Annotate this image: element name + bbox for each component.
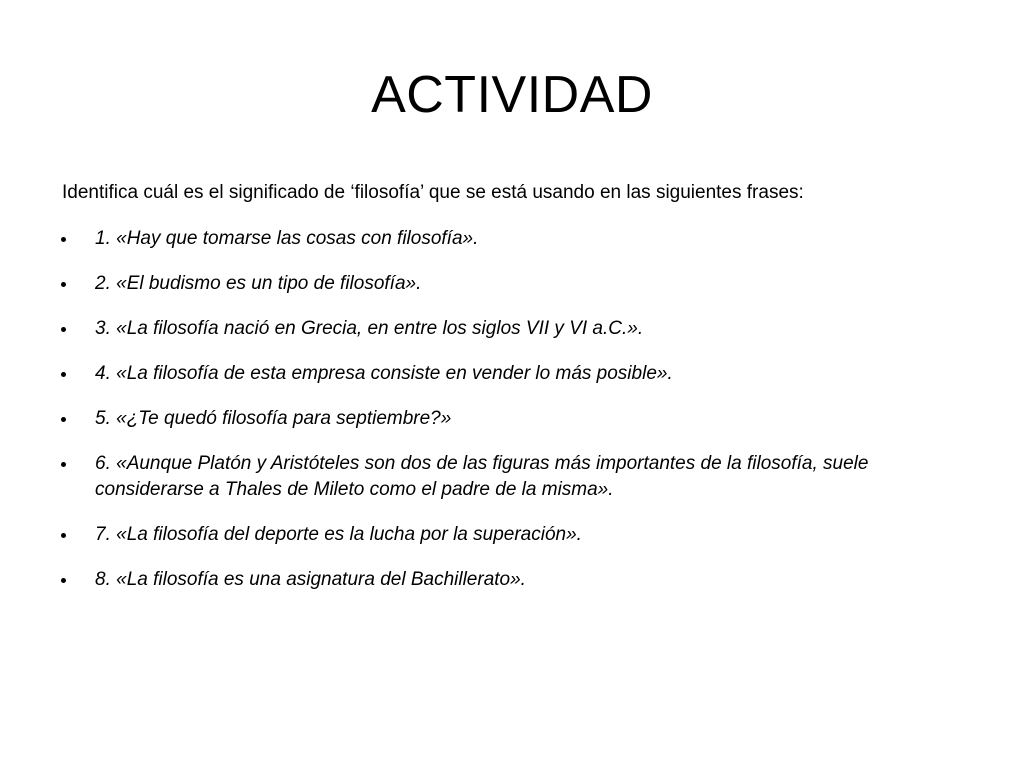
list-item (0, 271, 1024, 297)
bullet-icon (61, 327, 66, 332)
list-item-text: 7. «La filosofía del deporte es la lucha por la superación». (95, 524, 582, 545)
phrase-list (0, 226, 1024, 612)
list-item (0, 451, 1024, 503)
list-item-text: 8. «La filosofía es una asignatura del Bachillerato». (95, 569, 526, 590)
bullet-icon (61, 462, 66, 467)
list-item (0, 406, 1024, 432)
list-item-text: 1. «Hay que tomarse las cosas con filosofía». (95, 228, 479, 249)
bullet-icon (61, 237, 66, 242)
bullet-icon (61, 417, 66, 422)
list-item (0, 316, 1024, 342)
bullet-icon (61, 282, 66, 287)
list-item-text: 6. «Aunque Platón y Aristóteles son dos de las figuras más importantes de la filosofía, suele considerarse a Thales de Mileto como el padre de la misma». (95, 453, 869, 500)
list-item-text: 3. «La filosofía nació en Grecia, en entre los siglos VII y VI a.C.». (95, 318, 644, 339)
list-item (0, 522, 1024, 548)
bullet-icon (61, 533, 66, 538)
instruction-text: Identifica cuál es el significado de ‘filosofía’ que se está usando en las siguientes frases: (62, 182, 804, 203)
bullet-icon (61, 578, 66, 583)
list-item-text: 2. «El budismo es un tipo de filosofía». (95, 273, 422, 294)
bullet-icon (61, 372, 66, 377)
list-item (0, 226, 1024, 252)
slide-title: ACTIVIDAD (371, 66, 653, 124)
list-item-text: 4. «La filosofía de esta empresa consiste en vender lo más posible». (95, 363, 673, 384)
list-item (0, 361, 1024, 387)
list-item-text: 5. «¿Te quedó filosofía para septiembre?» (95, 408, 452, 429)
list-item (0, 567, 1024, 593)
